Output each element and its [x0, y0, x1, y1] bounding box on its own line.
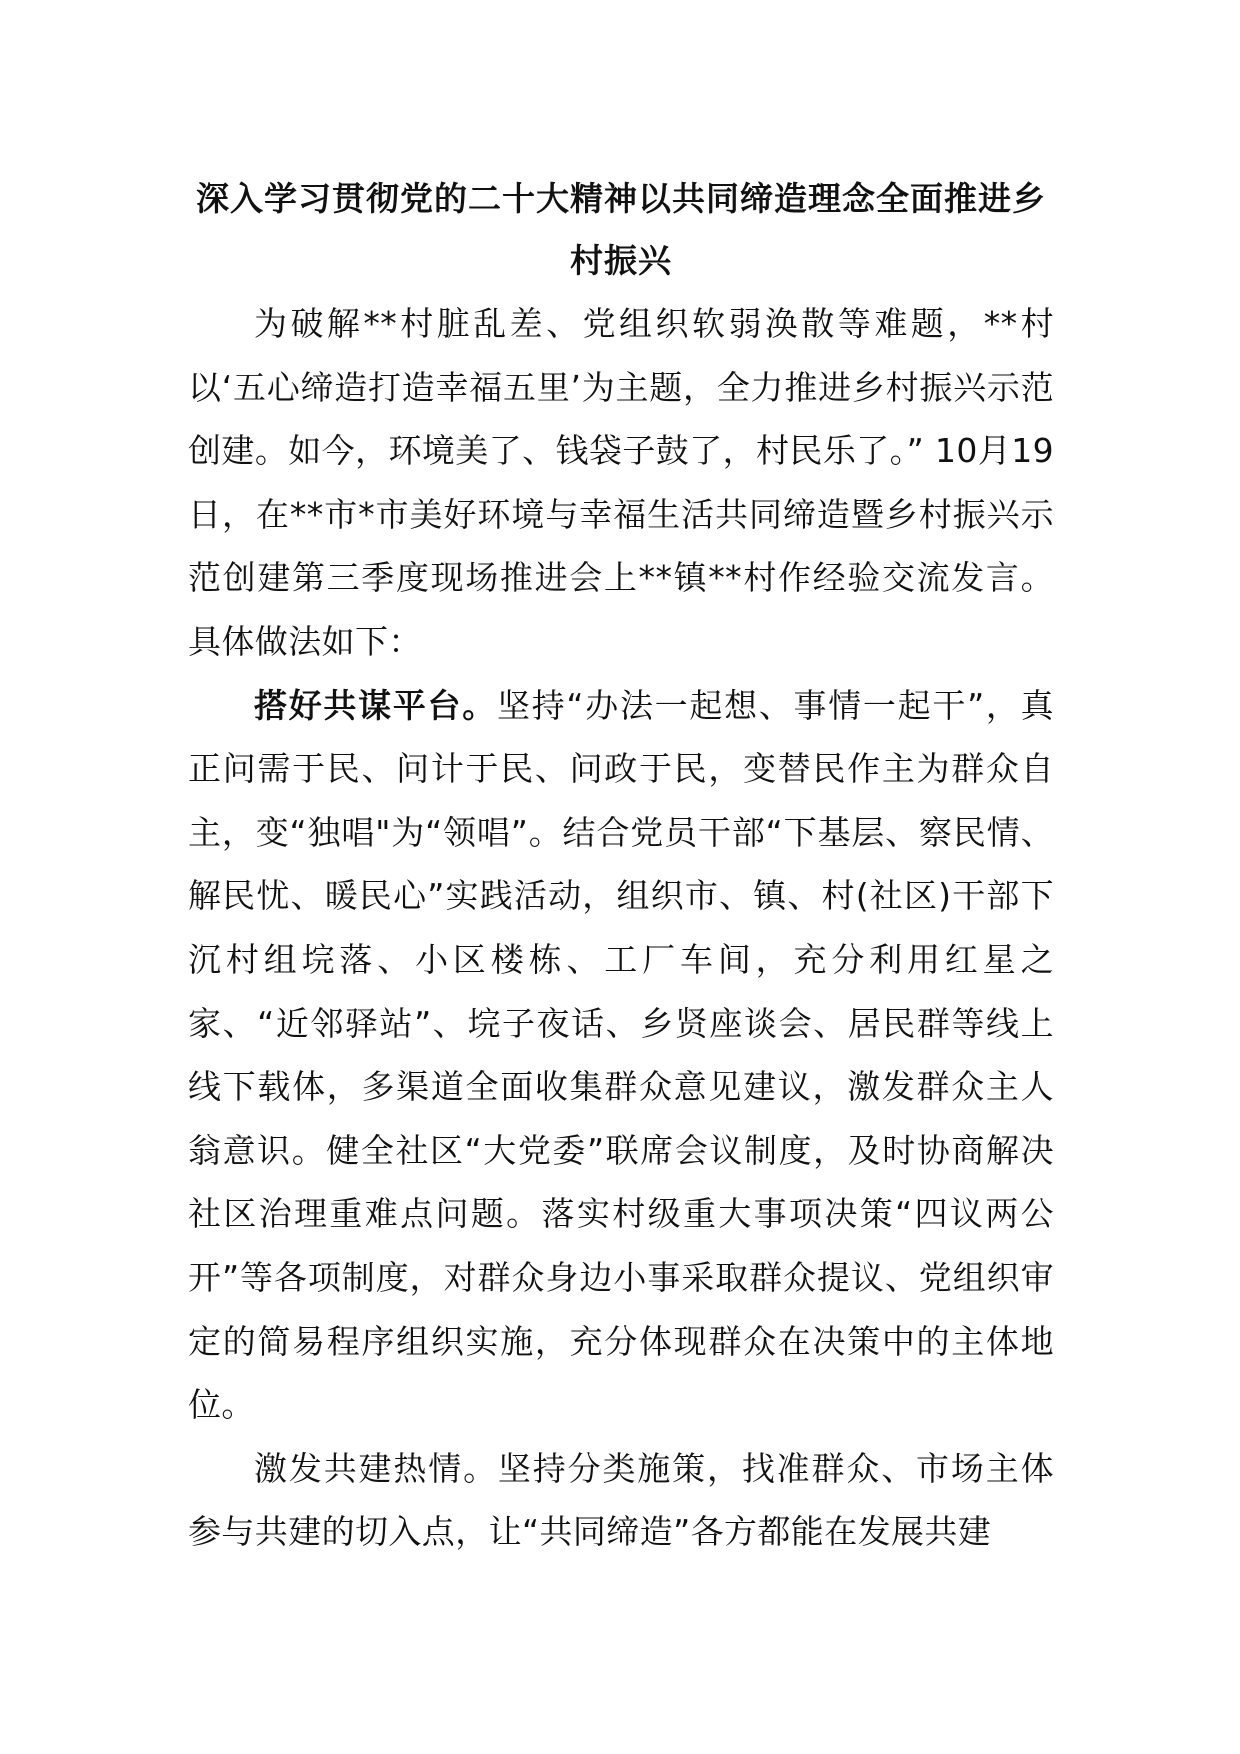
section-collaborative-planning: [188, 674, 1054, 1437]
section-body: 坚持分类施策，找准群众、市场主体参与共建的切入点，让“共同缔造”各方都能在发展共建: [188, 1448, 1054, 1552]
section-heading: 搭好共谋平台。: [254, 685, 497, 725]
section-heading: 激发共建热情。: [254, 1448, 498, 1488]
intro-paragraph: 为破解**村脏乱差、党组织软弱涣散等难题，**村以‘五心缔造打造幸福五里’为主题，全力推进乡村振兴示范创建。如今，环境美了、钱袋子鼓了，村民乐了。” 10月19日，在**市*市美好环境与幸福生活共同缔造暨乡村振兴示范创建第三季度现场推进会上**镇**村作经验交流发言。具体做法如下：: [188, 304, 1054, 661]
section-co-construction: [188, 1437, 1054, 1564]
document-page: [188, 168, 1054, 1564]
section-body: 坚持“办法一起想、事情一起干”，真正问需于民、问计于民、问政于民，变替民作主为群众自主，变“独唱"为“领唱”。结合党员干部“下基层、察民情、解民忧、暖民心”实践活动，组织市、镇、村(社区)干部下沉村组垸落、小区楼栋、工厂车间，充分利用红星之家、“近邻驿站”、垸子夜话、乡贤座谈会、居民群等线上线下载体，多渠道全面收集群众意见建议，激发群众主人翁意识。健全社区“大党委”联席会议制度，及时协商解决社区治理重难点问题。落实村级重大事项决策“四议两公开”等各项制度，对群众身边小事采取群众提议、党组织审定的简易程序组织实施，充分体现群众在决策中的主体地位。: [188, 685, 1054, 1425]
document-title: 深入学习贯彻党的二十大精神以共同缔造理念全面推进乡村振兴: [196, 179, 1046, 280]
